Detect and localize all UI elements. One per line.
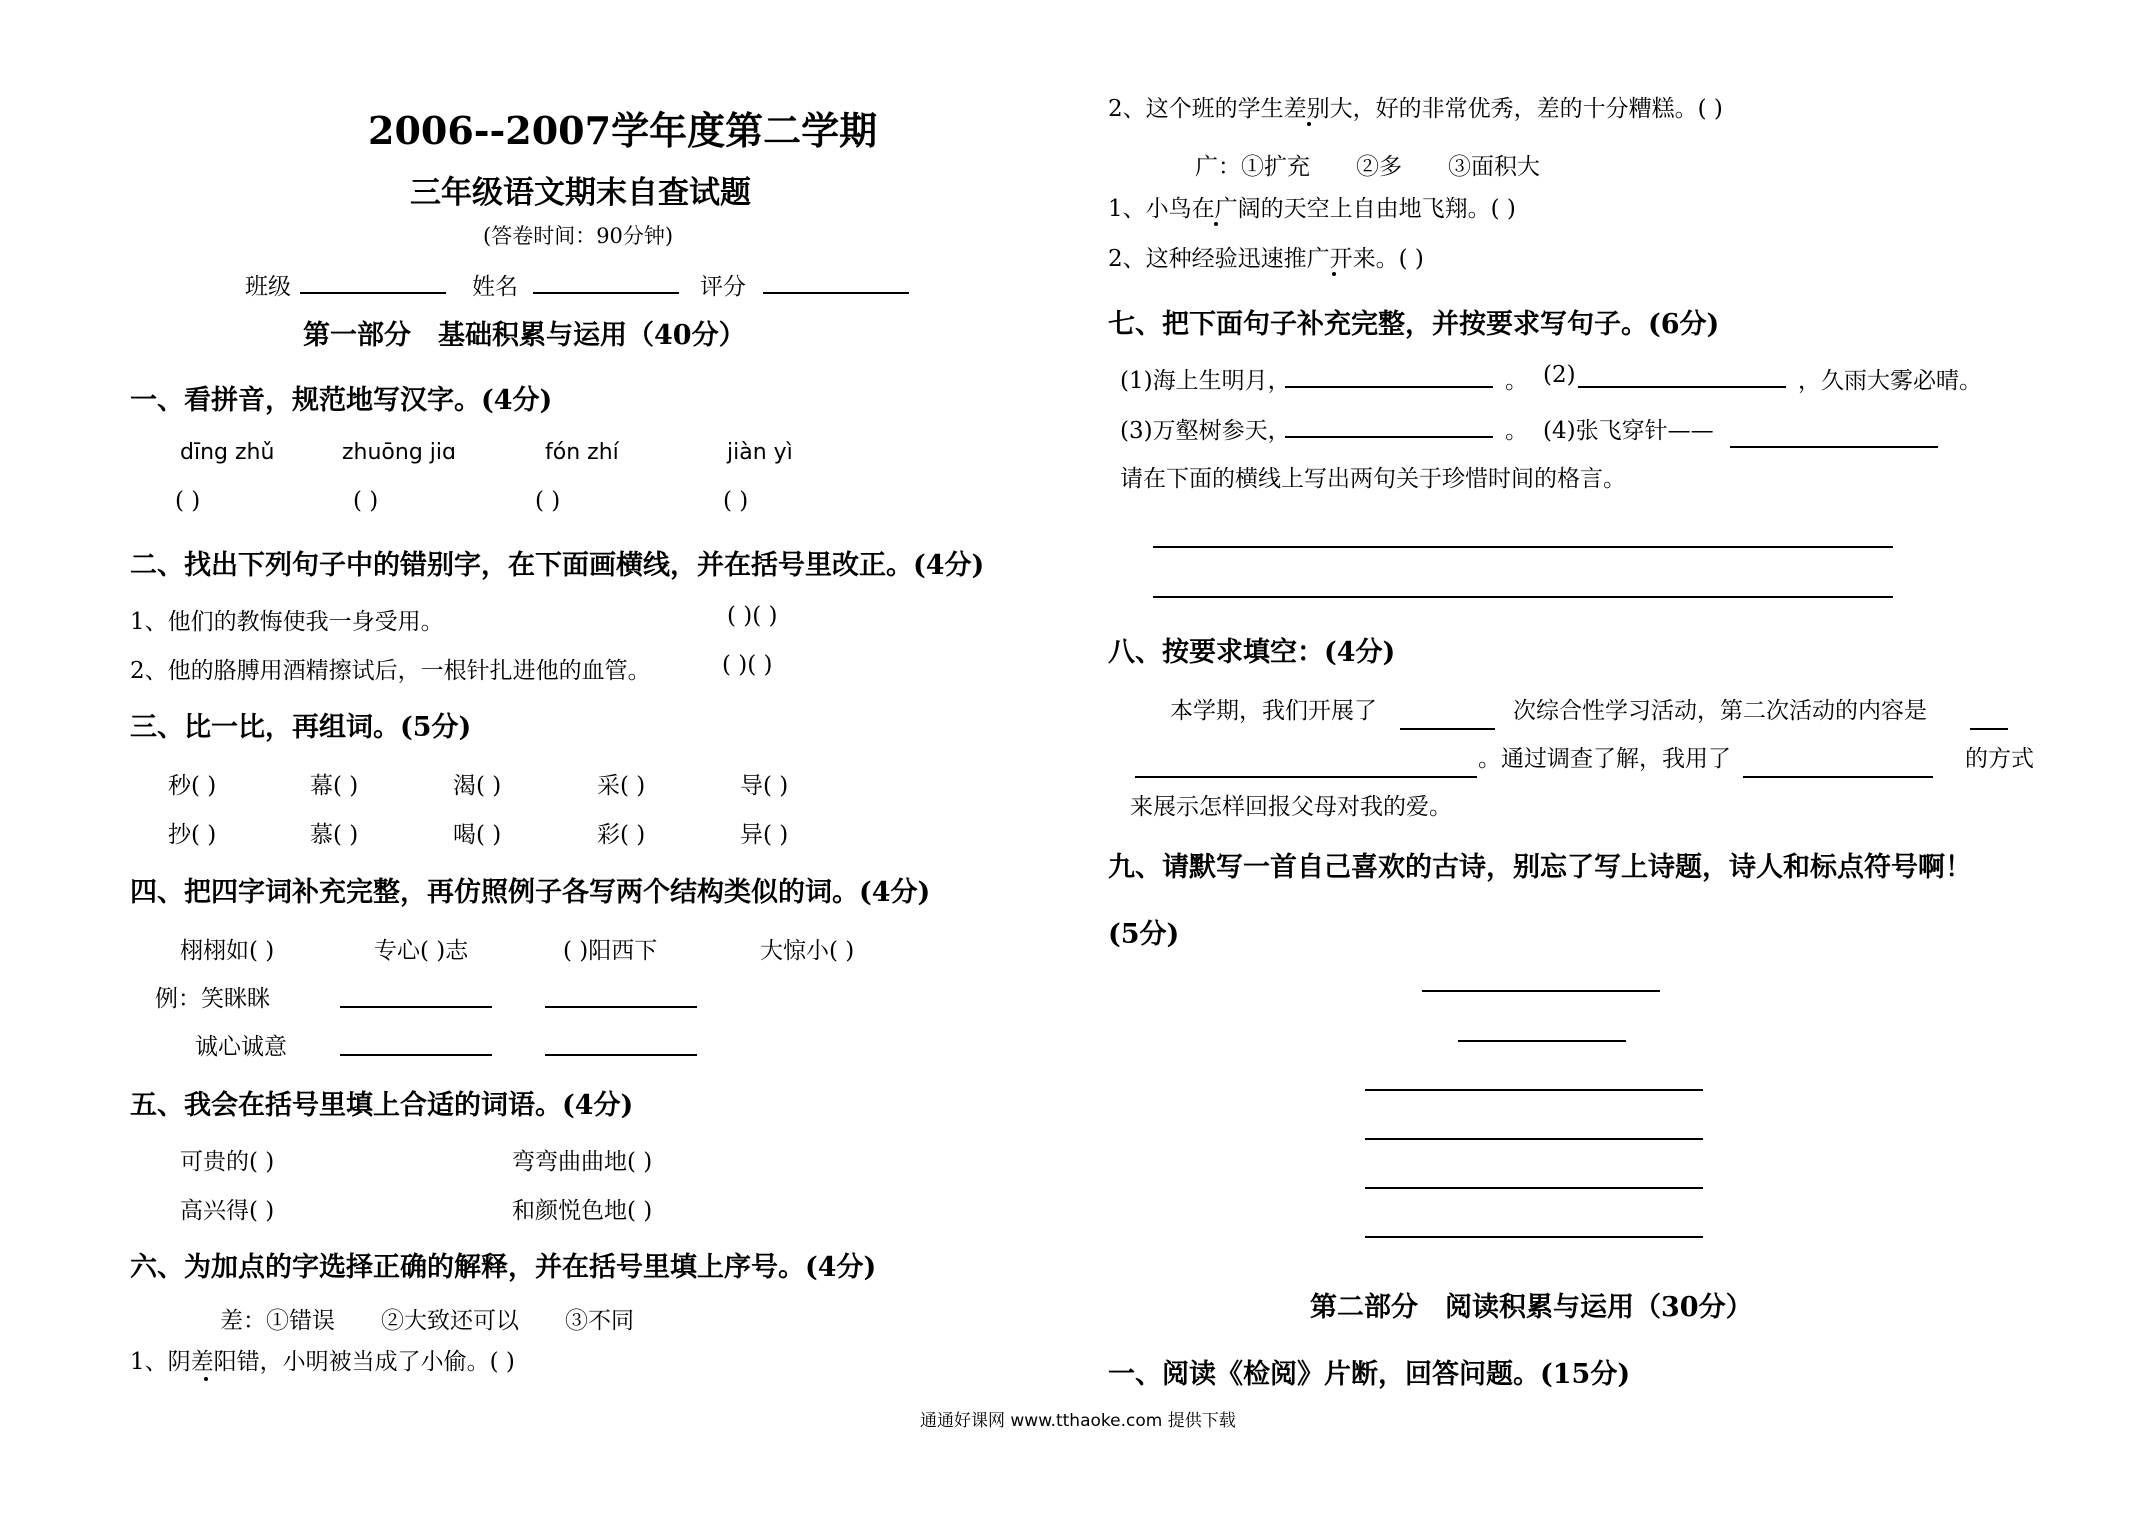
footer-text: 通通好课网 www.tthaoke.com 提供下载 xyxy=(920,1411,1236,1431)
score-label: 评分 xyxy=(700,274,746,300)
q3-r2-1[interactable]: 抄( ) xyxy=(168,822,217,848)
q7-s4: (4)张飞穿针—— xyxy=(1543,418,1714,444)
q2-item-1: 1、他们的教悔使我一身受用。 xyxy=(130,609,444,635)
q6-cha-item-1: 1、阴差阳错，小明被当成了小偷。( ) xyxy=(130,1349,515,1375)
q6-cha-item-2: 2、这个班的学生差别大，好的非常优秀，差的十分糟糕。( ) xyxy=(1108,96,1723,122)
q4-word-1[interactable]: 栩栩如( ) xyxy=(180,938,275,964)
q7-s1: (1)海上生明月， xyxy=(1120,368,1291,394)
q9-poet-line[interactable] xyxy=(1458,1040,1626,1042)
part1-title: 第一部分 基础积累与运用（40分） xyxy=(303,320,746,351)
name-label: 姓名 xyxy=(472,274,518,300)
q6-guang-options: 广：①扩充 ②多 ③面积大 xyxy=(1195,154,1540,180)
q1-answer-2[interactable]: ( ) xyxy=(353,488,379,514)
q2-title: 二、找出下列句子中的错别字，在下面画横线，并在括号里改正。(4分) xyxy=(130,550,985,581)
q9-verse-line-4[interactable] xyxy=(1365,1236,1703,1238)
q1-answer-3[interactable]: ( ) xyxy=(535,488,561,514)
q9-verse-line-2[interactable] xyxy=(1365,1138,1703,1140)
q4-blank-4[interactable] xyxy=(545,1054,697,1056)
q8-text-1: 本学期，我们开展了 xyxy=(1170,698,1377,724)
q8-text-3: 。通过调查了解，我用了 xyxy=(1478,746,1731,772)
q8-blank-1[interactable] xyxy=(1400,728,1495,730)
class-label: 班级 xyxy=(245,274,291,300)
q1-pinyin-4: jiàn yì xyxy=(727,440,793,465)
q3-r2-4[interactable]: 彩( ) xyxy=(597,822,646,848)
q6-guang-item-2: 2、这种经验迅速推广开来。( ) xyxy=(1108,246,1424,272)
q4-example-2: 诚心诚意 xyxy=(195,1034,287,1060)
q7-blank-4[interactable] xyxy=(1730,446,1938,448)
q5-title: 五、我会在括号里填上合适的词语。(4分) xyxy=(130,1090,634,1121)
q8-text-2: 次综合性学习活动，第二次活动的内容是 xyxy=(1513,698,1927,724)
q1-answer-4[interactable]: ( ) xyxy=(723,488,749,514)
emphasis-dot xyxy=(1332,272,1336,276)
q6-title: 六、为加点的字选择正确的解释，并在括号里填上序号。(4分) xyxy=(130,1252,877,1283)
part2-title: 第二部分 阅读积累与运用（30分） xyxy=(1310,1292,1753,1323)
q1-answer-1[interactable]: ( ) xyxy=(175,488,201,514)
emphasis-dot xyxy=(204,1377,208,1381)
name-field[interactable] xyxy=(533,292,679,294)
score-field[interactable] xyxy=(763,292,909,294)
q3-r2-2[interactable]: 慕( ) xyxy=(310,822,359,848)
q8-text-5: 来展示怎样回报父母对我的爱。 xyxy=(1130,794,1452,820)
q3-title: 三、比一比，再组词。(5分) xyxy=(130,712,472,743)
q1-title: 一、看拼音，规范地写汉字。(4分) xyxy=(130,385,553,416)
q3-r1-3[interactable]: 渴( ) xyxy=(453,773,502,799)
q1-pinyin-2: zhuōng jiɑ xyxy=(342,440,456,465)
q7-blank-3[interactable] xyxy=(1285,436,1493,438)
q2-answer-1[interactable]: ( )( ) xyxy=(727,603,778,629)
q8-title: 八、按要求填空：(4分) xyxy=(1108,637,1396,668)
q9-score: (5分) xyxy=(1108,919,1180,950)
emphasis-dot xyxy=(1214,222,1218,226)
q9-verse-line-3[interactable] xyxy=(1365,1187,1703,1189)
q7-s3-end: 。 xyxy=(1505,418,1528,444)
q2-item-2: 2、他的胳膊用酒精擦试后，一根针扎进他的血管。 xyxy=(130,658,651,684)
q4-blank-2[interactable] xyxy=(545,1006,697,1008)
q8-blank-2[interactable] xyxy=(1970,728,2008,730)
q7-s2: (2) xyxy=(1543,362,1576,388)
q9-title: 九、请默写一首自己喜欢的古诗，别忘了写上诗题，诗人和标点符号啊！ xyxy=(1108,852,1972,883)
q6-cha-options: 差：①错误 ②大致还可以 ③不同 xyxy=(220,1308,634,1334)
q4-blank-1[interactable] xyxy=(340,1006,492,1008)
q8-blank-4[interactable] xyxy=(1743,776,1933,778)
q4-title: 四、把四字词补充完整，再仿照例子各写两个结构类似的词。(4分) xyxy=(130,877,931,908)
q7-s1-end: 。 xyxy=(1505,368,1528,394)
q7-blank-1[interactable] xyxy=(1285,386,1493,388)
exam-subtitle: 三年级语文期末自查试题 xyxy=(410,175,751,211)
q1-pinyin-3: fón zhí xyxy=(545,440,619,465)
q5-item-2[interactable]: 弯弯曲曲地( ) xyxy=(512,1149,653,1175)
q8-blank-3[interactable] xyxy=(1135,776,1477,778)
exam-title: 2006--2007学年度第二学期 xyxy=(368,108,878,153)
q5-item-1[interactable]: 可贵的( ) xyxy=(180,1149,275,1175)
q2-answer-2[interactable]: ( )( ) xyxy=(722,652,773,678)
q9-verse-line-1[interactable] xyxy=(1365,1089,1703,1091)
q5-item-3[interactable]: 高兴得( ) xyxy=(180,1198,275,1224)
q3-r1-1[interactable]: 秒( ) xyxy=(168,773,217,799)
q4-example-label: 例：笑眯眯 xyxy=(155,986,270,1012)
q7-motto-line-2[interactable] xyxy=(1153,596,1893,598)
q5-item-4[interactable]: 和颜悦色地( ) xyxy=(512,1198,653,1224)
q8-text-4: 的方式 xyxy=(1965,746,2034,772)
q3-r1-4[interactable]: 采( ) xyxy=(597,773,646,799)
q4-word-2[interactable]: 专心( )志 xyxy=(374,938,469,964)
q3-r1-5[interactable]: 导( ) xyxy=(740,773,789,799)
q7-s2-end: ，久雨大雾必晴。 xyxy=(1798,368,1982,394)
q3-r2-5[interactable]: 异( ) xyxy=(740,822,789,848)
q4-blank-3[interactable] xyxy=(340,1054,492,1056)
q7-title: 七、把下面句子补充完整，并按要求写句子。(6分) xyxy=(1108,309,1720,340)
q7-motto-line-1[interactable] xyxy=(1153,546,1893,548)
q3-r2-3[interactable]: 喝( ) xyxy=(453,822,502,848)
q3-r1-2[interactable]: 幕( ) xyxy=(310,773,359,799)
reading1-title: 一、阅读《检阅》片断，回答问题。(15分) xyxy=(1108,1359,1631,1390)
q6-guang-item-1: 1、小鸟在广阔的天空上自由地飞翔。( ) xyxy=(1108,196,1516,222)
q4-word-3[interactable]: ( )阳西下 xyxy=(563,938,658,964)
emphasis-dot xyxy=(1307,122,1311,126)
q1-pinyin-1: dīng zhǔ xyxy=(180,440,275,465)
time-note: (答卷时间：90分钟) xyxy=(483,224,674,248)
q7-blank-2[interactable] xyxy=(1578,386,1786,388)
class-field[interactable] xyxy=(300,292,446,294)
q9-poem-title-line[interactable] xyxy=(1422,990,1660,992)
q7-motto-prompt: 请在下面的横线上写出两句关于珍惜时间的格言。 xyxy=(1120,466,1626,492)
q7-s3: (3)万壑树参天， xyxy=(1120,418,1291,444)
q4-word-4[interactable]: 大惊小( ) xyxy=(760,938,855,964)
